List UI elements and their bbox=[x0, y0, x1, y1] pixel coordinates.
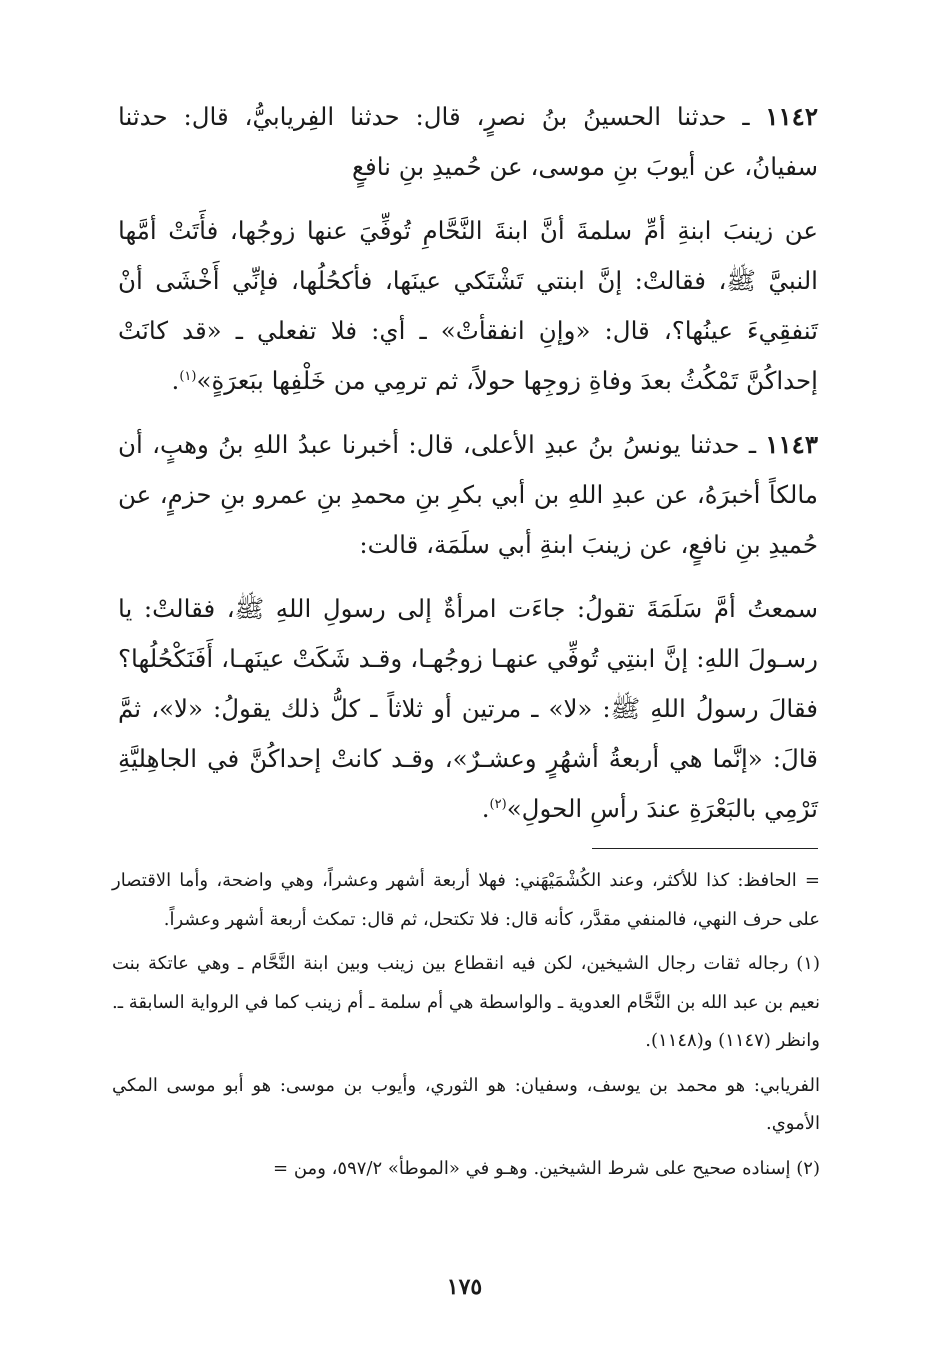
main-text bbox=[118, 92, 818, 848]
footnote-1: (١) رجاله ثقات رجال الشيخين، لكن فيه انقطاع بين زينب وبين ابنة النَّحَّام ـ وهي عاتكة بنت نعيم بن عبد الله بن النَّحَّام العدوية ـ والواسطة هي أم سلمة ـ أم زينب كما في الرواية السابقة ـ. وانظر (١١٤٧) و(١١٤٨). bbox=[112, 953, 820, 1051]
hadith-number: ١١٤٣ bbox=[765, 430, 818, 459]
full-stop: . bbox=[481, 794, 490, 823]
hadith-matn: عن زينبَ ابنةِ أمِّ سلمةَ أنَّ ابنةَ النَّحَّامِ تُوفِّيَ عنها زوجُها، فأَتَتْ أمَّها النبيَّ ﷺ، فقالتْ: إنَّ ابنتي تَشْتَكي عينَها، فأكحُلُها، فإنِّي أَخْشَى أنْ تَنفقِيءَ عينُها؟، قال: «وإنِ انفقأتْ» ـ أي: فلا تفعلي ـ «قد كانَتْ إحداكُنَّ تَمْكُثُ بعدَ وفاةِ زوجِها حولاً، ثم ترمِي من خَلْفِها ببَعرَةٍ» bbox=[118, 216, 818, 395]
footnote-1-cont: الفريابي: هو محمد بن يوسف، وسفيان: هو الثوري، وأيوب بن موسى: هو أبو موسى المكي الأموي. bbox=[112, 1074, 820, 1134]
page-number: ١٧٥ bbox=[446, 1274, 483, 1300]
footnote-ref[interactable]: (٢) bbox=[489, 796, 507, 812]
hadith-matn: سمعتُ أمَّ سَلَمَةَ تقولُ: جاءَت امرأةٌ إلى رسولِ اللهِ ﷺ، فقالتْ: يا رسـولَ اللهِ: إنَّ ابنتِي تُوفِّي عنهـا زوجُهـا، وقـد شَكَتْ عينَهـا، أَفَنَكْحُلُها؟ فقالَ رسولُ اللهِ ﷺ: «لا» ـ مرتين أو ثلاثاً ـ كلُّ ذلك يقولُ: «لا»، ثمَّ قالَ: «إنَّما هي أربعةُ أشهُرٍ وعشـرٌ»، وقـد كانتْ إحداكُنَّ في الجاهِليَّةِ تَرْمِي بالبَعْرَةِ عندَ رأسِ الحولِ» bbox=[118, 594, 818, 823]
hadith-1143 bbox=[118, 420, 818, 570]
hadith-number: ١١٤٢ bbox=[765, 102, 818, 131]
hadith-isnad: ـ حدثنا يونسُ بنُ عبدِ الأعلى، قال: أخبرنا عبدُ اللهِ بنُ وهبٍ، أن مالكاً أخبرَهُ، عن عبدِ اللهِ بن أبي بكرِ بنِ محمدِ بنِ عمرو بنِ حزمٍ، عن حُميدِ بنِ نافعٍ، عن زينبَ ابنةِ أبي سلَمَة، قالت: bbox=[118, 430, 818, 559]
footnote-2: (٢) إسناده صحيح على شرط الشيخين. وهـو في «الموطأ» ٥٩٧/٢، ومن = bbox=[273, 1157, 820, 1179]
hadith-isnad: ـ حدثنا الحسينُ بنُ نصرٍ، قال: حدثنا الفِريابيُّ، قال: حدثنا سفيانُ، عن أيوبَ بنِ موسى، عن حُميدِ بنِ نافعٍ bbox=[118, 102, 818, 181]
hadith-1142-text bbox=[118, 206, 818, 406]
footnote-ref[interactable]: (١) bbox=[179, 368, 197, 384]
hadith-1143-text bbox=[118, 584, 818, 834]
left-margin bbox=[0, 0, 90, 1363]
hadith-1142 bbox=[118, 92, 818, 192]
footnote-separator bbox=[592, 848, 818, 849]
footnotes bbox=[112, 862, 820, 1194]
footnote-continuation: = الحافظ: كذا للأكثر، وعند الكُشْمَيْهَني: فهلا أربعة أشهر وعشراً، وهي واضحة، وأما الاقتصار على حرف النهي، فالمنفي مقدَّر، كأنه قال: فلا تكتحل، ثم قال: تمكث أربعة أشهر وعشراً. bbox=[112, 870, 820, 930]
full-stop: . bbox=[171, 366, 180, 395]
